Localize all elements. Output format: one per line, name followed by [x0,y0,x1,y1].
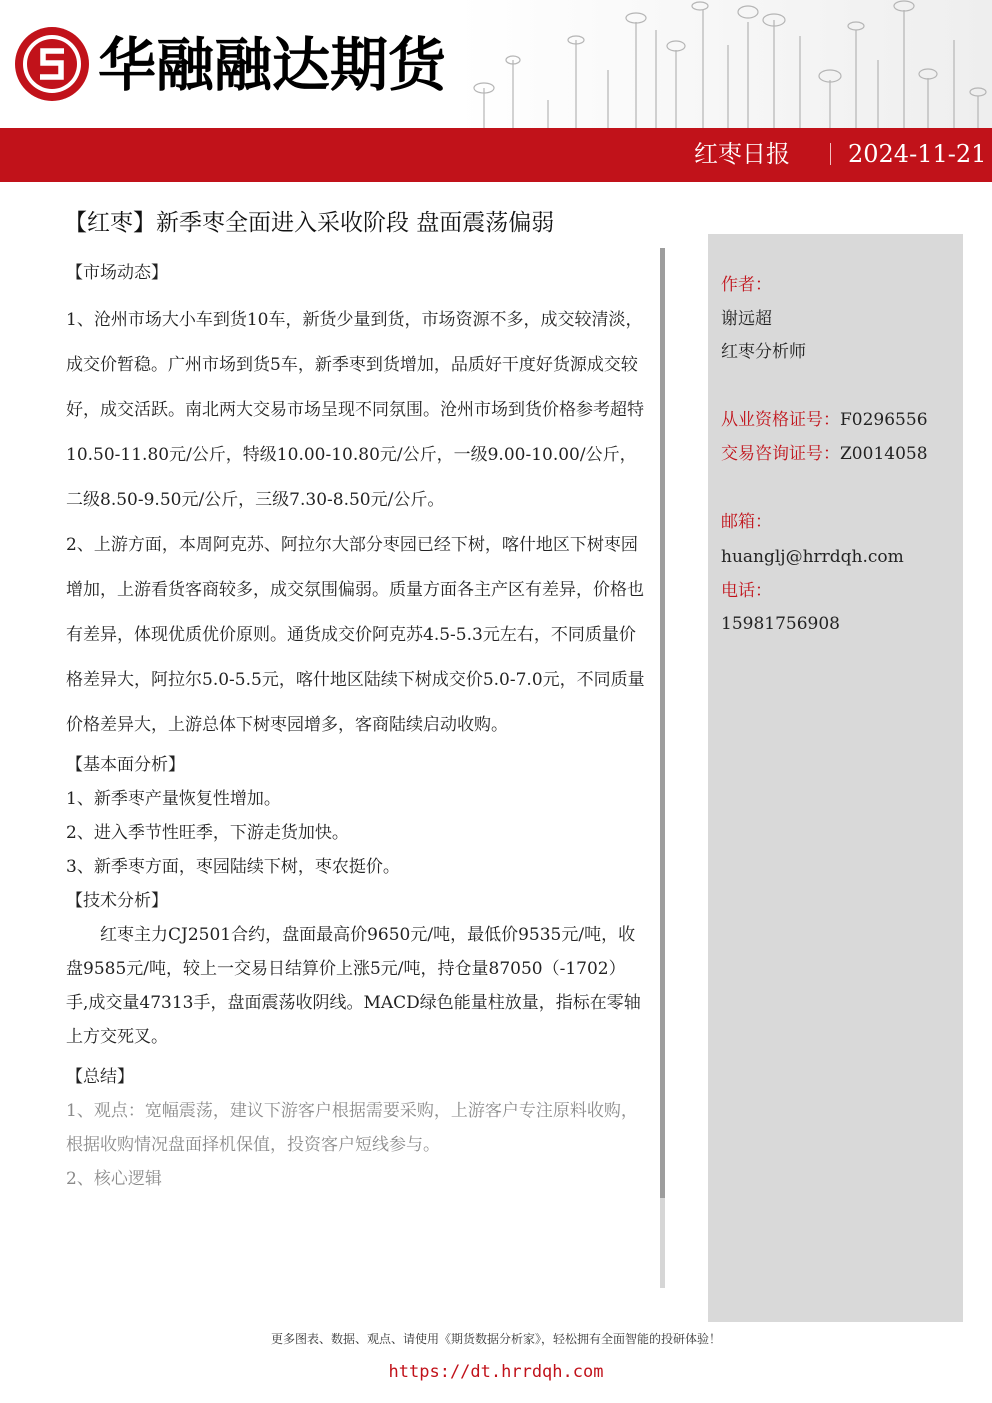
report-banner [0,128,992,182]
section-title-summary: 【总结】 [66,1067,134,1087]
fundamental-item-1: 1、新季枣产量恢复性增加。 [66,789,281,809]
author-label: 作者： [721,275,772,295]
consult-label: 交易咨询证号： [721,444,840,464]
footer-note: 更多图表、数据、观点、请使用《期货数据分析家》，轻松拥有全面智能的投研体验！ [270,1332,721,1346]
section-title-technical: 【技术分析】 [66,891,168,911]
author-role: 红枣分析师 [721,342,806,362]
main-content [66,256,646,1196]
section-title-fundamental: 【基本面分析】 [66,755,185,775]
author-sidebar [708,234,963,1322]
qualification-row [721,408,928,432]
consult-number: Z0014058 [840,444,928,464]
market-paragraph-1: 1、沧州市场大小车到货10车，新货少量到货，市场资源不多，成交较清淡，成交价暂稳。广州市场到货5车，新季枣到货增加，品质好干度好货源成交较好，成交活跃。南北两大交易市场呈现不同氛围。沧州市场到货价格参考超特10.50-11.80元/公斤，特级10.00-10.80元/公斤，一级9.00-10.00/公斤，二级8.50-9.50元/公斤，三级7.30-8.50元/公斤。 [66,310,644,510]
brand-name: 华融融达期货 [98,31,447,99]
header-decoration [458,0,992,128]
report-title: 红枣日报 [694,140,790,168]
qualification-label: 从业资格证号： [721,410,840,430]
company-logo-icon [12,24,92,104]
fundamental-item-2: 2、进入季节性旺季，下游走货加快。 [66,823,349,843]
technical-paragraph: 红枣主力CJ2501合约，盘面最高价9650元/吨，最低价9535元/吨，收盘9585元/吨，较上一交易日结算价上涨5元/吨，持仓量87050（-1702）手,成交量47313手，盘面震荡收阴线。MACD绿色能量柱放量，指标在零轴上方交死叉。 [66,925,641,1047]
banner-divider [830,143,831,165]
author-name: 谢远超 [721,309,772,329]
scrollbar-thumb[interactable] [660,248,665,1198]
qualification-number: F0296556 [840,410,928,430]
email-address[interactable]: huanglj@hrrdqh.com [721,547,904,567]
email-label: 邮箱： [721,512,772,532]
article-headline: 【红枣】新季枣全面进入采收阶段 盘面震荡偏弱 [64,210,555,236]
market-paragraph-2: 2、上游方面，本周阿克苏、阿拉尔大部分枣园已经下树，喀什地区下树枣园增加，上游看货客商较多，成交氛围偏弱。质量方面各主产区有差异，价格也有差异，体现优质优价原则。通货成交价阿克苏4.5-5.3元左右，不同质量价格差异大，阿拉尔5.0-5.5元，喀什地区陆续下树成交价5.0-7.0元，不同质量价格差异大，上游总体下树枣园增多，客商陆续启动收购。 [66,535,645,735]
summary-item-2: 2、核心逻辑 [66,1169,162,1189]
page-header [0,0,992,128]
fundamental-item-3: 3、新季枣方面，枣园陆续下树，枣农挺价。 [66,857,400,877]
summary-item-1: 1、观点：宽幅震荡，建议下游客户根据需要采购，上游客户专注原料收购，根据收购情况盘面择机保值，投资客户短线参与。 [66,1101,638,1155]
report-date: 2024-11-21 [848,140,987,168]
footer-link[interactable]: https://dt.hrrdqh.com [388,1362,604,1382]
section-title-market: 【市场动态】 [66,263,168,283]
phone-label: 电话： [721,581,772,601]
consult-row [721,442,928,466]
phone-number: 15981756908 [721,614,840,634]
